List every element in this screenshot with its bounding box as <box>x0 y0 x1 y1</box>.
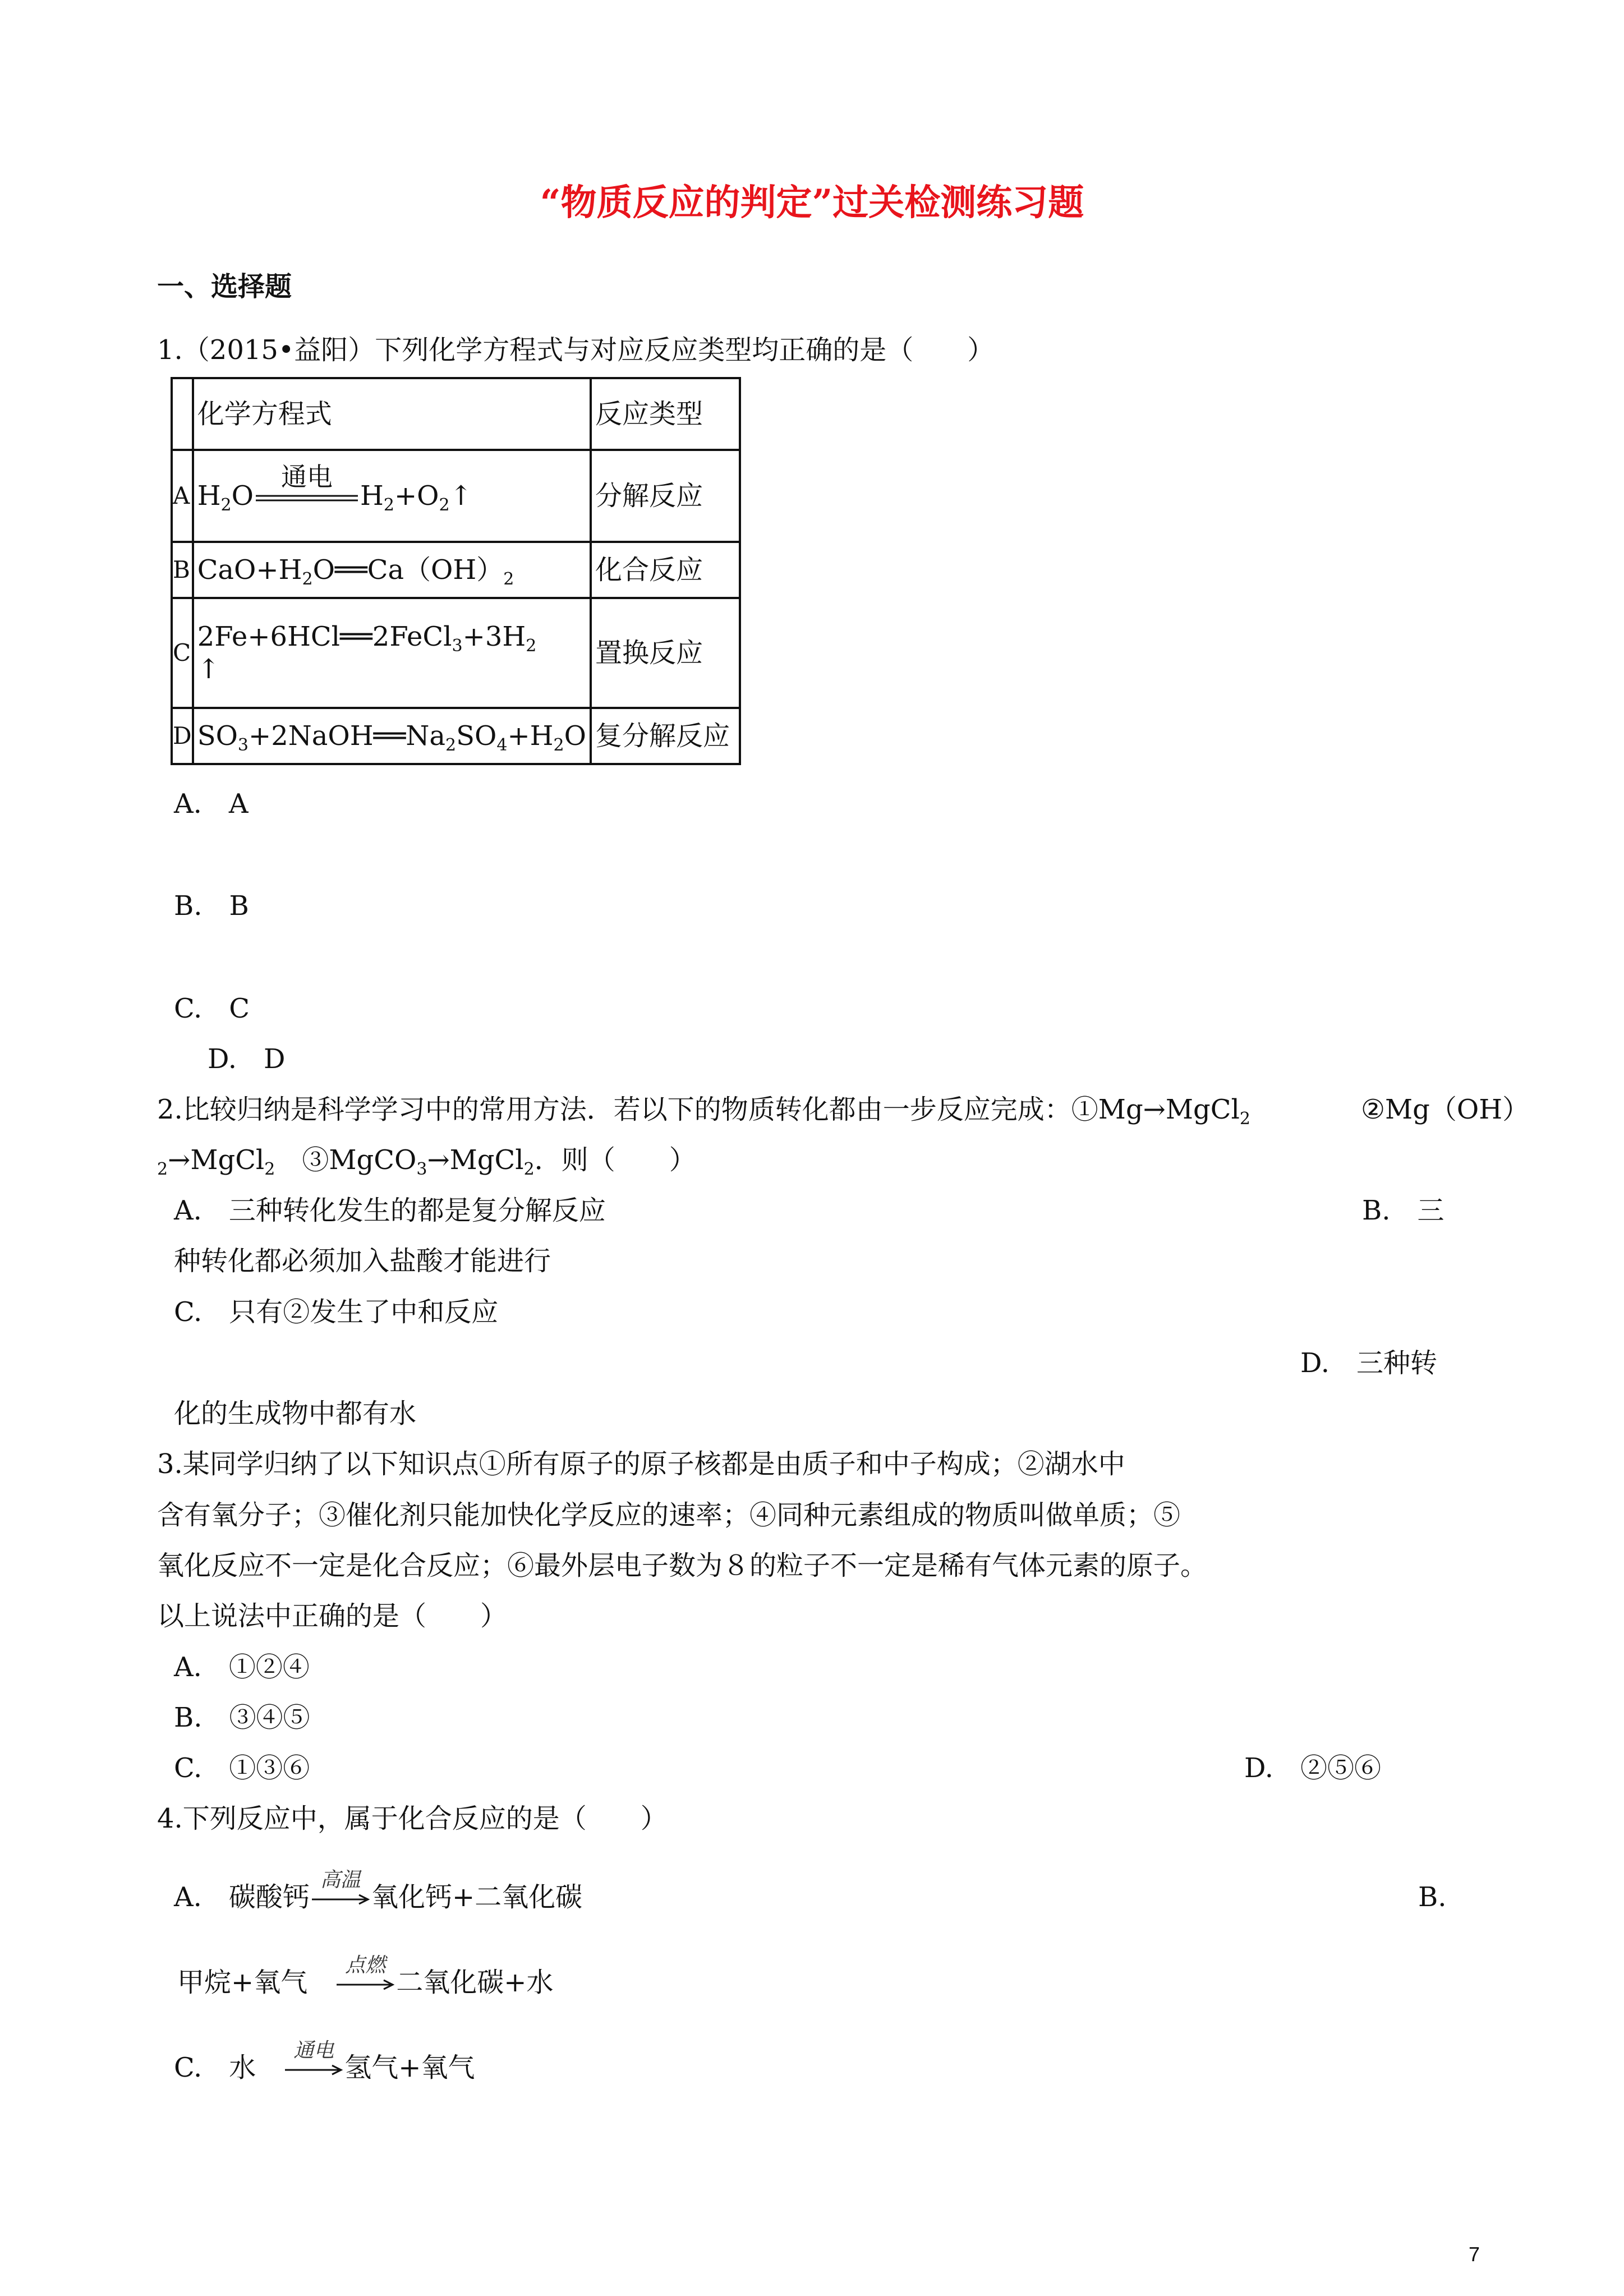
page-number: 7 <box>1469 2243 1480 2266</box>
table-row <box>172 542 740 598</box>
reaction-type: 复分解反应 <box>591 708 740 764</box>
condition-label: 通电 <box>293 2039 334 2062</box>
question-3-line1: 3.某同学归纳了以下知识点①所有原子的原子核都是由质子和中子构成；②湖水中 <box>157 1448 1125 1480</box>
section-heading: 一、选择题 <box>157 271 292 302</box>
q2-option-b: B. 三 <box>1362 1195 1444 1226</box>
q2-option-c: C. 只有②发生了中和反应 <box>174 1296 499 1328</box>
q2-option-b-cont: 种转化都必须加入盐酸才能进行 <box>174 1245 551 1277</box>
table-header-row <box>172 378 740 450</box>
reaction-type: 置换反应 <box>591 598 740 708</box>
q2-option-d-cont: 化的生成物中都有水 <box>174 1398 417 1429</box>
row-letter: A <box>172 450 193 542</box>
question-3-line2: 含有氧分子；③催化剂只能加快化学反应的速率；④同种元素组成的物质叫做单质；⑤ <box>157 1499 1181 1531</box>
equation-d: $SO_3+2NaOH══Na_2SO_4+H_2O$ <box>193 708 591 764</box>
question-2-line1: 2.比较归纳是科学学习中的常用方法．若以下的物质转化都由一步反应完成：①Mg→MgCl$_2$ <box>157 1094 1250 1129</box>
reaction-type: 分解反应 <box>591 450 740 542</box>
q4-option-b-cont: 甲烷+氧气 点燃 二氧化碳+水 <box>177 1966 553 1999</box>
equation-b: $CaO+H_2O══Ca(OH)_2$ <box>193 542 591 598</box>
reaction-table <box>171 377 741 765</box>
gas-up-arrow-icon: ↑ <box>197 654 220 685</box>
q4-option-b: B. <box>1418 1881 1447 1913</box>
question-3-line4: 以上说法中正确的是（ ） <box>157 1600 508 1632</box>
q4-option-a: A. 碳酸钙 高温 氧化钙+二氧化碳 <box>174 1880 582 1914</box>
row-letter: D <box>172 708 193 764</box>
q1-option-c: C. C <box>174 993 250 1024</box>
gas-up-arrow-icon: ↑ <box>449 480 472 512</box>
question-1-stem: 1.（2015•益阳）下列化学方程式与对应反应类型均正确的是（ ） <box>157 334 995 366</box>
q1-option-d: D. D <box>208 1043 286 1075</box>
question-4-stem: 4.下列反应中，属于化合反应的是（ ） <box>157 1803 668 1834</box>
table-row <box>172 598 740 708</box>
q2-option-d: D. 三种转 <box>1300 1347 1438 1379</box>
q3-option-d: D. ②⑤⑥ <box>1244 1752 1382 1784</box>
q3-option-a: A. ①②④ <box>174 1651 310 1683</box>
condition-label: 通电 <box>281 462 333 492</box>
q1-option-a: A. A <box>174 788 249 820</box>
table-row <box>172 450 740 542</box>
q4-option-c: C. 水 通电 氢气+氧气 <box>174 2051 475 2085</box>
q3-option-b: B. ③④⑤ <box>174 1702 310 1733</box>
condition-label: 高温 <box>320 1869 361 1892</box>
condition-label: 点燃 <box>345 1954 386 1977</box>
question-3-line3: 氧化反应不一定是化合反应；⑥最外层电子数为８的粒子不一定是稀有气体元素的原子。 <box>157 1550 1208 1581</box>
row-letter: B <box>172 542 193 598</box>
equation-c: $2Fe+6HCl══2FeCl_3+3H_2$ ↑ <box>193 598 591 708</box>
question-2-line1-tail: ②Mg（OH） <box>1361 1094 1530 1125</box>
page-title: “物质反应的判定”过关检测练习题 <box>540 182 1084 224</box>
table-row <box>172 708 740 764</box>
reaction-type: 化合反应 <box>591 542 740 598</box>
table-header-type: 反应类型 <box>591 378 740 450</box>
q2-option-a: A. 三种转化发生的都是复分解反应 <box>174 1195 606 1226</box>
row-letter: C <box>172 598 193 708</box>
q3-option-c: C. ①③⑥ <box>174 1752 310 1784</box>
q1-option-b: B. B <box>174 890 249 922</box>
equation-a: $H_2O$ 通电 $H_2+O_2↑$ <box>193 450 591 542</box>
table-header-equation: 化学方程式 <box>193 378 591 450</box>
question-2-line2: $_2$→MgCl$_2$ ③MgCO$_3$→MgCl$_2$．则（ ） <box>157 1144 696 1179</box>
double-line-sign <box>254 493 360 504</box>
table-cell <box>172 378 193 450</box>
